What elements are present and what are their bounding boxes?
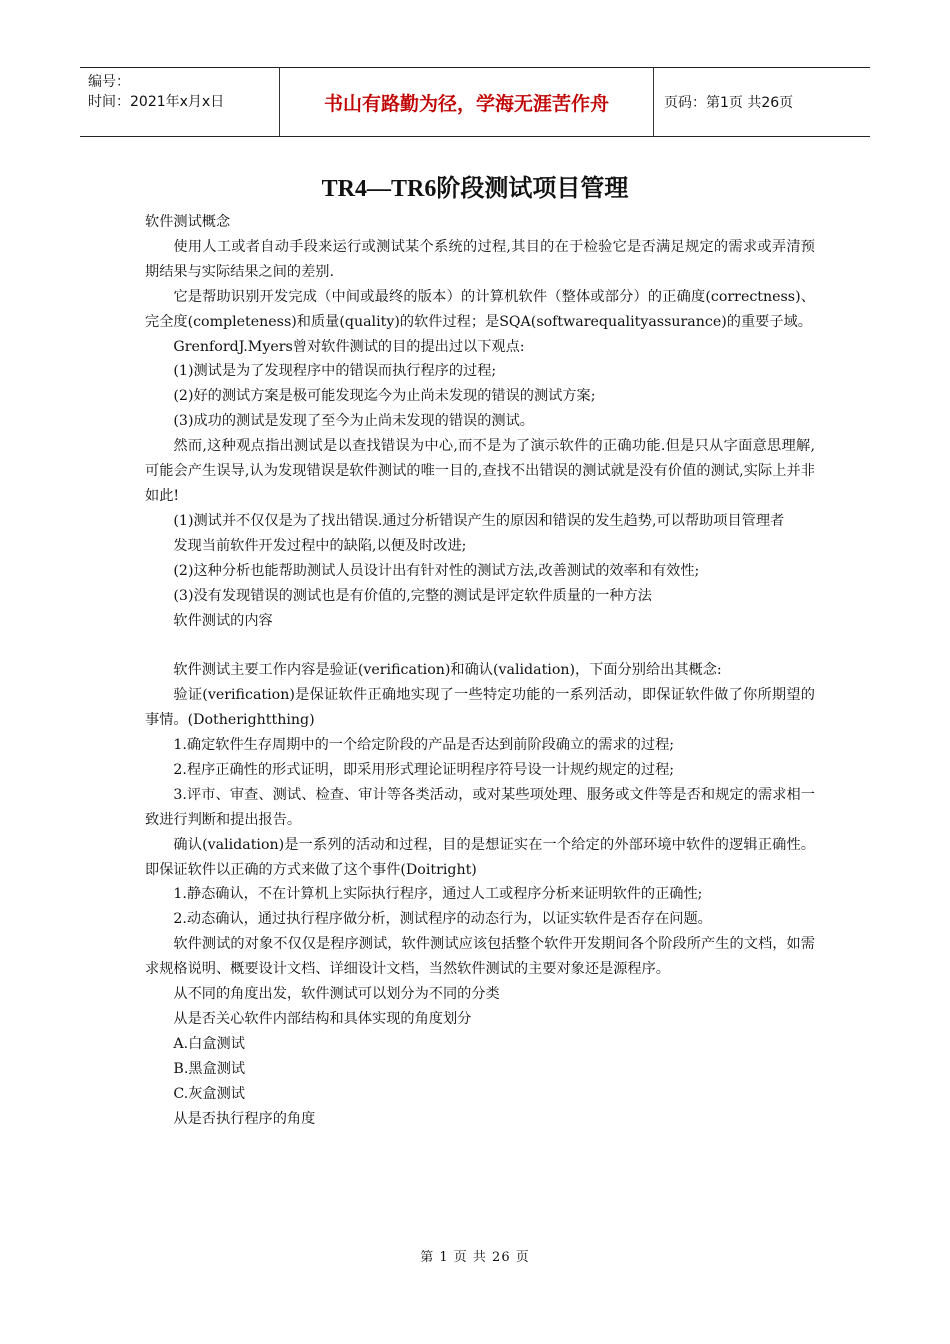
paragraph: (1)测试是为了发现程序中的错误而执行程序的过程; [173,363,497,380]
paragraph: 使用人工或者自动手段来运行或测试某个系统的过程,其目的在于检验它是否满足规定的需求或弄清预期结果与实际结果之间的差别. [145,238,815,280]
paragraph: (2)好的测试方案是极可能发现迄今为止尚未发现的错误的测试方案; [173,388,596,405]
paragraph: 确认(validation)是一系列的活动和过程，目的是想证实在一个给定的外部环境中软件的逻辑正确性。即保证软件以正确的方式来做了这个事件(Doitright) [145,836,815,878]
paragraph: 它是帮助识别开发完成（中间或最终的版本）的计算机软件（整体或部分）的正确度(correctness)、完全度(completeness)和质量(quality)的软件过程；是SQA(softwarequalityassurance)的重要子域。 [145,288,815,330]
paragraph: A.白盒测试 [173,1035,245,1052]
paragraph: 软件测试的对象不仅仅是程序测试，软件测试应该包括整个软件开发期间各个阶段所产生的文档，如需求规格说明、概要设计文档、详细设计文档，当然软件测试的主要对象还是源程序。 [145,936,815,978]
paragraph: 从是否关心软件内部结构和具体实现的角度划分 [173,1010,472,1027]
header-left-cell [80,68,280,136]
header-motto: 书山有路勤为径，学海无涯苦作舟 [280,68,654,136]
paragraph: C.灰盒测试 [173,1085,245,1102]
paragraph: 软件测试概念 [145,214,231,230]
page-footer: 第 1 页 共 26 页 [420,1250,530,1265]
paragraph: 软件测试的内容 [173,612,273,629]
document-body [145,210,815,1132]
paragraph: B.黑盒测试 [173,1060,246,1077]
paragraph: (3)成功的测试是发现了至今为止尚未发现的错误的测试。 [173,413,534,430]
page-header [80,67,870,137]
document-number-label: 编号： [88,74,130,90]
paragraph: 从是否执行程序的角度 [173,1110,316,1127]
paragraph: 2.程序正确性的形式证明，即采用形式理论证明程序符号设一计规约规定的过程; [173,761,675,778]
paragraph [145,633,815,658]
paragraph: (3)没有发现错误的测试也是有价值的,完整的测试是评定软件质量的一种方法 [173,587,652,604]
paragraph: (2)这种分析也能帮助测试人员设计出有针对性的测试方法,改善测试的效率和有效性; [173,562,700,579]
paragraph: 发现当前软件开发过程中的缺陷,以便及时改进; [173,537,467,554]
paragraph: 软件测试主要工作内容是验证(verification)和确认(validation)，下面分别给出其概念: [173,662,722,679]
paragraph: 1.确定软件生存周期中的一个给定阶段的产品是否达到前阶段确立的需求的过程; [173,737,675,754]
paragraph: (1)测试并不仅仅是为了找出错误.通过分析错误产生的原因和错误的发生趋势,可以帮助项目管理者 [173,512,785,529]
paragraph: 3.评市、审查、测试、检查、审计等各类活动，或对某些项处理、服务或文件等是否和规定的需求相一致进行判断和提出报告。 [145,786,815,828]
paragraph: 2.动态确认，通过执行程序做分析，测试程序的动态行为，以证实软件是否存在问题。 [173,911,712,928]
paragraph: 验证(verification)是保证软件正确地实现了一些特定功能的一系列活动，即保证软件做了你所期望的事情。(Dotherightthing) [145,687,815,729]
paragraph: 1.静态确认，不在计算机上实际执行程序，通过人工或程序分析来证明软件的正确性; [173,886,703,903]
paragraph: GrenfordJ.Myers曾对软件测试的目的提出过以下观点: [173,338,525,355]
paragraph: 从不同的角度出发，软件测试可以划分为不同的分类 [173,986,500,1003]
document-time-label: 时间：2021年x月x日 [88,94,225,110]
header-page-label: 页码：第1页 共26页 [664,95,794,111]
document-title: TR4—TR6阶段测试项目管理 [321,176,629,202]
paragraph: 然而,这种观点指出测试是以查找错误为中心,而不是为了演示软件的正确功能.但是只从字面意思理解,可能会产生误导,认为发现错误是软件测试的唯一目的,查找不出错误的测试就是没有价值的测试,实际上并非如此! [145,438,815,504]
